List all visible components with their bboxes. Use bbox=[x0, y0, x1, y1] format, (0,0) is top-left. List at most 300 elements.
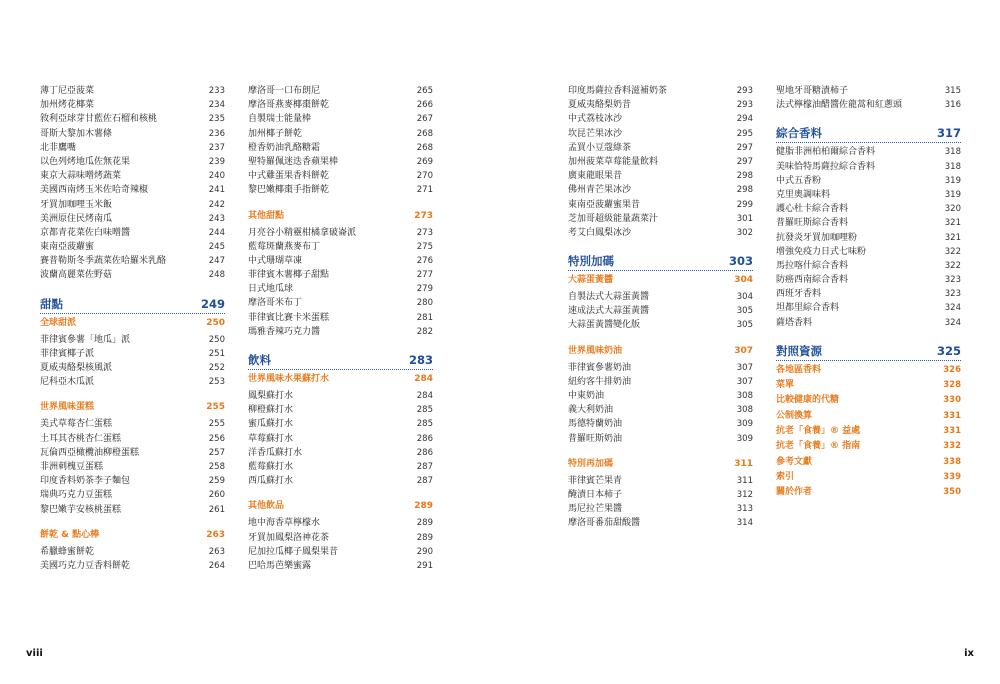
toc-entry-title: 菲律賓木薯椰子甜點 bbox=[248, 270, 330, 281]
toc-entry-title: 健脂非洲柏柏爾綜合香料 bbox=[776, 147, 876, 158]
toc-entry bbox=[248, 226, 433, 240]
toc-entry-title: 非洲刺槐豆蛋糕 bbox=[40, 461, 104, 472]
toc-entry-page: 301 bbox=[736, 213, 753, 224]
toc-entry-page: 305 bbox=[736, 320, 753, 331]
toc-entry bbox=[248, 183, 433, 197]
toc-entry bbox=[776, 259, 961, 273]
toc-entry-page: 277 bbox=[416, 270, 433, 281]
reference-entry bbox=[776, 363, 961, 378]
toc-column-1 bbox=[40, 84, 225, 573]
toc-entry bbox=[248, 311, 433, 325]
toc-entry-title: 北非鷹嘴 bbox=[40, 142, 77, 153]
toc-entry-title: 藍莓斑蘭燕麥布丁 bbox=[248, 241, 321, 252]
section-heading-page: 273 bbox=[414, 210, 433, 221]
toc-entry-page: 256 bbox=[208, 433, 225, 444]
toc-entry bbox=[568, 84, 753, 98]
toc-entry-page: 241 bbox=[208, 185, 225, 196]
section-heading-title: 世界風味奶油 bbox=[568, 345, 623, 356]
toc-entry-title: 摩洛哥燕麥椰棗餅乾 bbox=[248, 100, 330, 111]
chapter-heading-title: 特別加碼 bbox=[568, 254, 614, 269]
toc-entry-title: 蜜瓜蘇打水 bbox=[248, 419, 294, 430]
toc-entry bbox=[40, 333, 225, 347]
toc-entry-page: 313 bbox=[736, 504, 753, 515]
toc-entry bbox=[248, 531, 433, 545]
toc-column-2 bbox=[248, 84, 433, 573]
chapter-heading-title: 甜點 bbox=[40, 296, 63, 311]
toc-entry-title: 洋香瓜蘇打水 bbox=[248, 447, 303, 458]
toc-entry-page: 244 bbox=[208, 227, 225, 238]
toc-entry bbox=[248, 403, 433, 417]
toc-entry-page: 242 bbox=[208, 199, 225, 210]
toc-entry-title: 希臘蜂蜜餅乾 bbox=[40, 546, 95, 557]
reference-entry-title: 抗老「食養」® 益處 bbox=[776, 426, 861, 436]
toc-entry-title: 增強免疫力日式七味粉 bbox=[776, 246, 867, 257]
toc-entry bbox=[568, 141, 753, 155]
toc-entry-title: 馬德特蘭奶油 bbox=[568, 419, 623, 430]
toc-entry bbox=[568, 155, 753, 169]
toc-entry-page: 243 bbox=[208, 213, 225, 224]
toc-entry bbox=[40, 84, 225, 98]
reference-entry-title: 菜單 bbox=[776, 380, 795, 391]
toc-entry-page: 245 bbox=[208, 242, 225, 253]
toc-entry-title: 薄丁尼亞菠菜 bbox=[40, 86, 95, 96]
section-heading-page: 284 bbox=[414, 374, 433, 384]
toc-entry-title: 藍莓蘇打水 bbox=[248, 461, 294, 472]
entry-list bbox=[776, 145, 961, 329]
toc-entry-page: 237 bbox=[208, 142, 225, 153]
toc-entry bbox=[248, 155, 433, 169]
toc-entry-page: 250 bbox=[208, 334, 225, 345]
toc-entry-page: 252 bbox=[208, 363, 225, 373]
toc-entry bbox=[248, 460, 433, 474]
toc-entry-title: 波蘭高麗菜佐野菇 bbox=[40, 270, 113, 281]
toc-entry bbox=[40, 559, 225, 573]
toc-entry bbox=[248, 84, 433, 98]
toc-entry-page: 284 bbox=[416, 391, 433, 401]
section-heading bbox=[568, 344, 753, 358]
reference-entry-title: 關於作者 bbox=[776, 487, 813, 498]
toc-entry bbox=[776, 202, 961, 216]
toc-entry-title: 美式草莓杏仁蛋糕 bbox=[40, 419, 113, 430]
toc-entry-page: 321 bbox=[944, 232, 961, 243]
section-heading-title: 世界風味蛋糕 bbox=[40, 402, 95, 413]
toc-entry bbox=[568, 290, 753, 304]
toc-entry-title: 賽普勒斯冬季蔬菜佐哈羅米乳酪 bbox=[40, 256, 167, 267]
toc-entry bbox=[248, 516, 433, 530]
toc-entry-title: 菲律賓參薯「地瓜」派 bbox=[40, 334, 131, 345]
toc-entry-title: 日式地瓜球 bbox=[248, 284, 294, 295]
toc-entry bbox=[40, 98, 225, 112]
toc-entry-page: 293 bbox=[736, 100, 753, 111]
toc-entry-page: 282 bbox=[416, 326, 433, 337]
toc-entry bbox=[568, 127, 753, 141]
toc-entry-page: 294 bbox=[736, 114, 753, 125]
toc-entry bbox=[248, 474, 433, 488]
toc-entry bbox=[248, 98, 433, 112]
section-heading bbox=[248, 372, 433, 386]
reference-entry bbox=[776, 439, 961, 454]
toc-entry-title: 黎巴嫩芋安核桃蛋糕 bbox=[40, 504, 122, 515]
toc-entry-title: 黎巴嫩椰棗手指餅乾 bbox=[248, 185, 330, 196]
toc-entry bbox=[40, 112, 225, 126]
toc-entry-title: 地中海香草檸檬水 bbox=[248, 518, 321, 529]
entry-list bbox=[40, 333, 225, 390]
toc-entry-page: 255 bbox=[208, 419, 225, 430]
toc-entry bbox=[40, 169, 225, 183]
toc-entry-page: 305 bbox=[736, 306, 753, 317]
toc-entry-page: 307 bbox=[736, 376, 753, 387]
section-heading-page: 307 bbox=[734, 345, 753, 356]
toc-entry bbox=[568, 98, 753, 112]
toc-entry-title: 孟買小豆蔻綠茶 bbox=[568, 142, 632, 153]
toc-entry-title: 摩洛哥番茄甜酸醬 bbox=[568, 518, 641, 529]
toc-entry bbox=[776, 84, 961, 98]
entry-list bbox=[248, 516, 433, 573]
toc-entry-title: 夏威夷酪梨奶昔 bbox=[568, 100, 632, 111]
reference-entry bbox=[776, 393, 961, 408]
toc-entry-page: 322 bbox=[944, 260, 961, 271]
toc-entry bbox=[776, 231, 961, 245]
reference-entry-page: 331 bbox=[943, 426, 961, 436]
toc-entry-title: 印度香料奶茶李子麵包 bbox=[40, 476, 131, 487]
chapter-heading-page: 283 bbox=[408, 353, 433, 367]
toc-entry-title: 瑞典巧克力豆蛋糕 bbox=[40, 490, 113, 501]
toc-entry-title: 鳳梨蘇打水 bbox=[248, 391, 294, 401]
section-heading-page: 289 bbox=[414, 501, 433, 512]
toc-entry-title: 紐約客牛排奶油 bbox=[568, 376, 632, 387]
toc-entry-title: 巴哈馬芭樂蜜露 bbox=[248, 560, 312, 571]
toc-entry-page: 319 bbox=[944, 175, 961, 186]
toc-entry-title: 普羅旺斯綜合香料 bbox=[776, 218, 849, 229]
toc-entry bbox=[40, 446, 225, 460]
toc-entry bbox=[248, 545, 433, 559]
reference-list bbox=[776, 363, 961, 501]
toc-entry-page: 309 bbox=[736, 419, 753, 430]
toc-entry-title: 考艾白鳳梨冰沙 bbox=[568, 227, 632, 238]
toc-entry bbox=[40, 347, 225, 361]
entry-list bbox=[248, 84, 433, 198]
toc-entry-page: 320 bbox=[944, 204, 961, 215]
toc-entry bbox=[568, 432, 753, 446]
toc-entry-title: 東南亞菠蘿蜜果昔 bbox=[568, 199, 641, 210]
toc-entry-title: 牙買加咖哩玉米飯 bbox=[40, 199, 113, 210]
reference-entry bbox=[776, 455, 961, 470]
toc-entry-page: 257 bbox=[208, 447, 225, 458]
toc-entry-page: 323 bbox=[944, 289, 961, 300]
toc-entry bbox=[248, 268, 433, 282]
toc-entry-title: 牙買加鳳梨洛神花茶 bbox=[248, 532, 330, 543]
toc-entry-page: 268 bbox=[416, 128, 433, 139]
entry-list bbox=[776, 84, 961, 112]
toc-entry-page: 289 bbox=[416, 518, 433, 529]
toc-entry-page: 290 bbox=[416, 546, 433, 557]
toc-entry bbox=[40, 254, 225, 268]
chapter-heading-title: 對照資源 bbox=[776, 343, 822, 358]
toc-entry-title: 中東奶油 bbox=[568, 391, 605, 401]
toc-entry bbox=[568, 474, 753, 488]
chapter-heading-page: 249 bbox=[200, 296, 225, 311]
entry-list bbox=[568, 474, 753, 531]
toc-entry-page: 247 bbox=[208, 256, 225, 267]
toc-entry-title: 速成法式大蒜蛋黃醬 bbox=[568, 306, 650, 317]
toc-entry bbox=[568, 502, 753, 516]
toc-entry bbox=[248, 325, 433, 339]
toc-entry-title: 加州烤花椰菜 bbox=[40, 100, 95, 111]
toc-entry-page: 308 bbox=[736, 405, 753, 416]
toc-entry-page: 319 bbox=[944, 189, 961, 200]
section-heading-page: 255 bbox=[206, 402, 225, 413]
toc-entry bbox=[568, 403, 753, 417]
toc-entry-page: 264 bbox=[208, 560, 225, 571]
toc-entry bbox=[248, 282, 433, 296]
toc-entry-title: 克里奧調味料 bbox=[776, 189, 831, 200]
toc-entry-page: 321 bbox=[944, 218, 961, 229]
toc-entry bbox=[40, 488, 225, 502]
toc-entry-title: 菲律賓比賽卡米蛋糕 bbox=[248, 312, 330, 323]
toc-entry-title: 普羅旺斯奶油 bbox=[568, 433, 623, 444]
toc-entry-title: 美洲原住民烤南瓜 bbox=[40, 213, 113, 224]
toc-entry-title: 敘利亞球芽甘藍佐石榴和核桃 bbox=[40, 114, 158, 125]
toc-entry-page: 298 bbox=[736, 171, 753, 182]
section-heading-title: 其他飲品 bbox=[248, 501, 285, 512]
toc-entry bbox=[568, 318, 753, 332]
toc-entry bbox=[40, 545, 225, 559]
toc-entry-page: 258 bbox=[208, 461, 225, 472]
toc-entry-page: 316 bbox=[944, 100, 961, 111]
toc-entry-title: 聖地牙哥糖漬柿子 bbox=[776, 86, 849, 96]
toc-entry-page: 295 bbox=[736, 128, 753, 139]
section-heading-title: 大蒜蛋黃醬 bbox=[568, 275, 614, 286]
toc-entry bbox=[776, 174, 961, 188]
toc-entry bbox=[568, 488, 753, 502]
toc-entry-title: 義大利奶油 bbox=[568, 405, 614, 416]
toc-entry bbox=[40, 183, 225, 197]
toc-entry bbox=[568, 169, 753, 183]
toc-entry-page: 315 bbox=[944, 86, 961, 96]
toc-entry-page: 248 bbox=[208, 270, 225, 281]
toc-entry bbox=[40, 155, 225, 169]
toc-entry-page: 279 bbox=[416, 284, 433, 295]
toc-entry bbox=[40, 503, 225, 517]
toc-entry-page: 265 bbox=[416, 86, 433, 96]
toc-entry bbox=[40, 268, 225, 282]
reference-entry-page: 328 bbox=[943, 380, 961, 391]
section-heading-title: 特別再加碼 bbox=[568, 458, 614, 469]
toc-entry-title: 橙香奶油乳酪糖霜 bbox=[248, 142, 321, 153]
toc-entry bbox=[568, 212, 753, 226]
chapter-heading-title: 飲料 bbox=[248, 353, 271, 367]
toc-entry-title: 護心杜卡綜合香料 bbox=[776, 204, 849, 215]
reference-entry-title: 各地區香料 bbox=[776, 364, 822, 375]
toc-entry-title: 法式檸檬油醋醬佐龍蒿和紅蔥頭 bbox=[776, 100, 903, 111]
section-heading bbox=[40, 400, 225, 414]
toc-entry-title: 菲律賓芒果青 bbox=[568, 475, 623, 486]
toc-entry-page: 304 bbox=[736, 292, 753, 303]
toc-entry-title: 大蒜蛋黃醬變化版 bbox=[568, 320, 641, 331]
entry-list bbox=[40, 84, 225, 283]
chapter-heading-page: 317 bbox=[936, 126, 961, 141]
toc-entry-page: 291 bbox=[416, 560, 433, 571]
toc-entry bbox=[248, 240, 433, 254]
toc-entry-title: 美國西南烤玉米佐哈奇辣椒 bbox=[40, 185, 149, 196]
toc-entry-title: 東京大蒜味噌烤蔬菜 bbox=[40, 171, 122, 182]
toc-entry bbox=[40, 240, 225, 254]
toc-entry-page: 311 bbox=[736, 475, 753, 486]
reference-entry-title: 抗老「食養」® 指南 bbox=[776, 441, 861, 452]
entry-list bbox=[568, 361, 753, 446]
toc-entry-page: 270 bbox=[416, 171, 433, 182]
entry-list bbox=[40, 545, 225, 573]
toc-entry bbox=[248, 254, 433, 268]
toc-entry bbox=[248, 127, 433, 141]
toc-entry-page: 298 bbox=[736, 185, 753, 196]
section-heading bbox=[248, 209, 433, 223]
reference-entry-page: 332 bbox=[943, 441, 961, 452]
toc-entry-title: 月亮谷小精靈柑橘拿破崙派 bbox=[248, 227, 357, 238]
toc-entry-title: 菲律賓椰子派 bbox=[40, 348, 95, 359]
chapter-heading-title: 綜合香料 bbox=[776, 126, 822, 141]
toc-entry-page: 239 bbox=[208, 156, 225, 167]
toc-entry-page: 314 bbox=[736, 518, 753, 529]
toc-entry-title: 美味恰特馬薩拉綜合香料 bbox=[776, 161, 876, 172]
toc-entry-title: 西班牙香料 bbox=[776, 289, 822, 300]
toc-entry bbox=[40, 417, 225, 431]
toc-entry bbox=[776, 145, 961, 159]
toc-entry-page: 235 bbox=[208, 114, 225, 125]
toc-entry-title: 瑪雅香辣巧克力醬 bbox=[248, 326, 321, 337]
reference-entry-title: 索引 bbox=[776, 471, 795, 482]
toc-entry-title: 加州椰子餅乾 bbox=[248, 128, 303, 139]
toc-entry-page: 266 bbox=[416, 100, 433, 111]
section-heading-page: 263 bbox=[206, 529, 225, 540]
toc-entry-page: 267 bbox=[416, 114, 433, 125]
toc-entry-title: 坎昆芒果冰沙 bbox=[568, 128, 623, 139]
toc-entry bbox=[776, 316, 961, 330]
toc-entry-page: 318 bbox=[944, 147, 961, 158]
toc-entry-page: 312 bbox=[736, 489, 753, 500]
toc-entry bbox=[248, 141, 433, 155]
toc-entry-title: 京都青花菜佐白味噌醬 bbox=[40, 227, 131, 238]
entry-list bbox=[568, 290, 753, 333]
toc-entry bbox=[776, 273, 961, 287]
page-number-left: viii bbox=[26, 648, 43, 659]
toc-entry-page: 297 bbox=[736, 142, 753, 153]
section-heading bbox=[568, 273, 753, 287]
section-heading bbox=[248, 499, 433, 513]
toc-entry-page: 302 bbox=[736, 227, 753, 238]
toc-entry-title: 芝加哥超級能量蔬菜汁 bbox=[568, 213, 659, 224]
reference-entry-title: 公制換算 bbox=[776, 410, 813, 421]
reference-entry bbox=[776, 409, 961, 424]
chapter-heading bbox=[568, 253, 753, 271]
toc-entry-page: 308 bbox=[736, 391, 753, 401]
toc-entry-title: 西瓜蘇打水 bbox=[248, 476, 294, 487]
toc-entry bbox=[248, 432, 433, 446]
toc-entry-page: 309 bbox=[736, 433, 753, 444]
toc-entry-page: 293 bbox=[736, 86, 753, 96]
toc-entry-title: 防癌西南綜合香料 bbox=[776, 275, 849, 286]
toc-entry bbox=[568, 361, 753, 375]
toc-entry-title: 尼加拉瓜椰子鳳梨果昔 bbox=[248, 546, 339, 557]
section-heading-page: 311 bbox=[734, 458, 753, 469]
toc-entry-title: 自製瑞士能量棒 bbox=[248, 114, 312, 125]
toc-entry-title: 坦都里綜合香料 bbox=[776, 303, 840, 314]
toc-entry bbox=[776, 216, 961, 230]
toc-entry-page: 287 bbox=[416, 476, 433, 487]
toc-entry-page: 271 bbox=[416, 185, 433, 196]
toc-entry-page: 276 bbox=[416, 255, 433, 266]
toc-entry bbox=[40, 432, 225, 446]
toc-entry-page: 260 bbox=[208, 490, 225, 501]
entry-list bbox=[248, 389, 433, 488]
reference-entry bbox=[776, 470, 961, 485]
toc-entry-page: 323 bbox=[944, 275, 961, 286]
toc-entry-page: 324 bbox=[944, 303, 961, 314]
toc-entry-page: 285 bbox=[416, 419, 433, 430]
toc-entry-page: 324 bbox=[944, 317, 961, 328]
section-heading-title: 世界風味水果蘇打水 bbox=[248, 374, 330, 384]
toc-entry bbox=[248, 559, 433, 573]
toc-entry-title: 中式五香粉 bbox=[776, 175, 822, 186]
toc-entry-title: 草莓蘇打水 bbox=[248, 433, 294, 444]
toc-entry-title: 加州菠菜草莓能量飲料 bbox=[568, 156, 659, 167]
toc-entry bbox=[776, 160, 961, 174]
toc-entry-title: 菲律賓參薯奶油 bbox=[568, 362, 632, 373]
reference-entry-page: 338 bbox=[943, 456, 961, 467]
chapter-heading bbox=[40, 296, 225, 314]
toc-entry-title: 薩塔香料 bbox=[776, 317, 813, 328]
reference-entry bbox=[776, 378, 961, 393]
toc-entry-page: 234 bbox=[208, 100, 225, 111]
toc-entry-page: 273 bbox=[416, 227, 433, 238]
toc-entry bbox=[568, 516, 753, 530]
toc-entry-page: 263 bbox=[208, 546, 225, 557]
toc-entry-page: 261 bbox=[208, 504, 225, 515]
reference-entry-page: 331 bbox=[943, 410, 961, 421]
toc-entry-page: 280 bbox=[416, 298, 433, 309]
toc-entry-page: 275 bbox=[416, 241, 433, 252]
section-heading bbox=[40, 528, 225, 542]
toc-entry bbox=[776, 188, 961, 202]
toc-entry bbox=[568, 112, 753, 126]
toc-entry bbox=[40, 361, 225, 375]
toc-entry-page: 287 bbox=[416, 461, 433, 472]
toc-entry-title: 哥斯大黎加木薯條 bbox=[40, 128, 113, 139]
reference-entry-title: 比較健康的代糖 bbox=[776, 395, 840, 406]
toc-entry bbox=[568, 375, 753, 389]
toc-entry-page: 322 bbox=[944, 246, 961, 257]
entry-list bbox=[568, 84, 753, 240]
toc-entry-title: 聖特羅佩迷迭香蘋果棒 bbox=[248, 156, 339, 167]
toc-entry-title: 摩洛哥一口布朗尼 bbox=[248, 86, 321, 96]
toc-entry-page: 285 bbox=[416, 405, 433, 416]
toc-entry bbox=[568, 304, 753, 318]
toc-entry bbox=[248, 169, 433, 183]
toc-entry-page: 259 bbox=[208, 476, 225, 487]
toc-entry-title: 尼科亞木瓜派 bbox=[40, 377, 95, 388]
toc-entry bbox=[40, 198, 225, 212]
toc-entry-page: 281 bbox=[416, 312, 433, 323]
toc-entry-title: 摩洛哥米布丁 bbox=[248, 298, 303, 309]
section-heading-title: 其他甜點 bbox=[248, 210, 285, 221]
toc-entry-page: 233 bbox=[208, 86, 225, 96]
toc-entry bbox=[776, 245, 961, 259]
toc-entry bbox=[40, 375, 225, 389]
reference-entry-title: 參考文獻 bbox=[776, 456, 813, 467]
toc-entry bbox=[40, 474, 225, 488]
reference-entry-page: 326 bbox=[943, 364, 961, 375]
toc-entry bbox=[776, 301, 961, 315]
